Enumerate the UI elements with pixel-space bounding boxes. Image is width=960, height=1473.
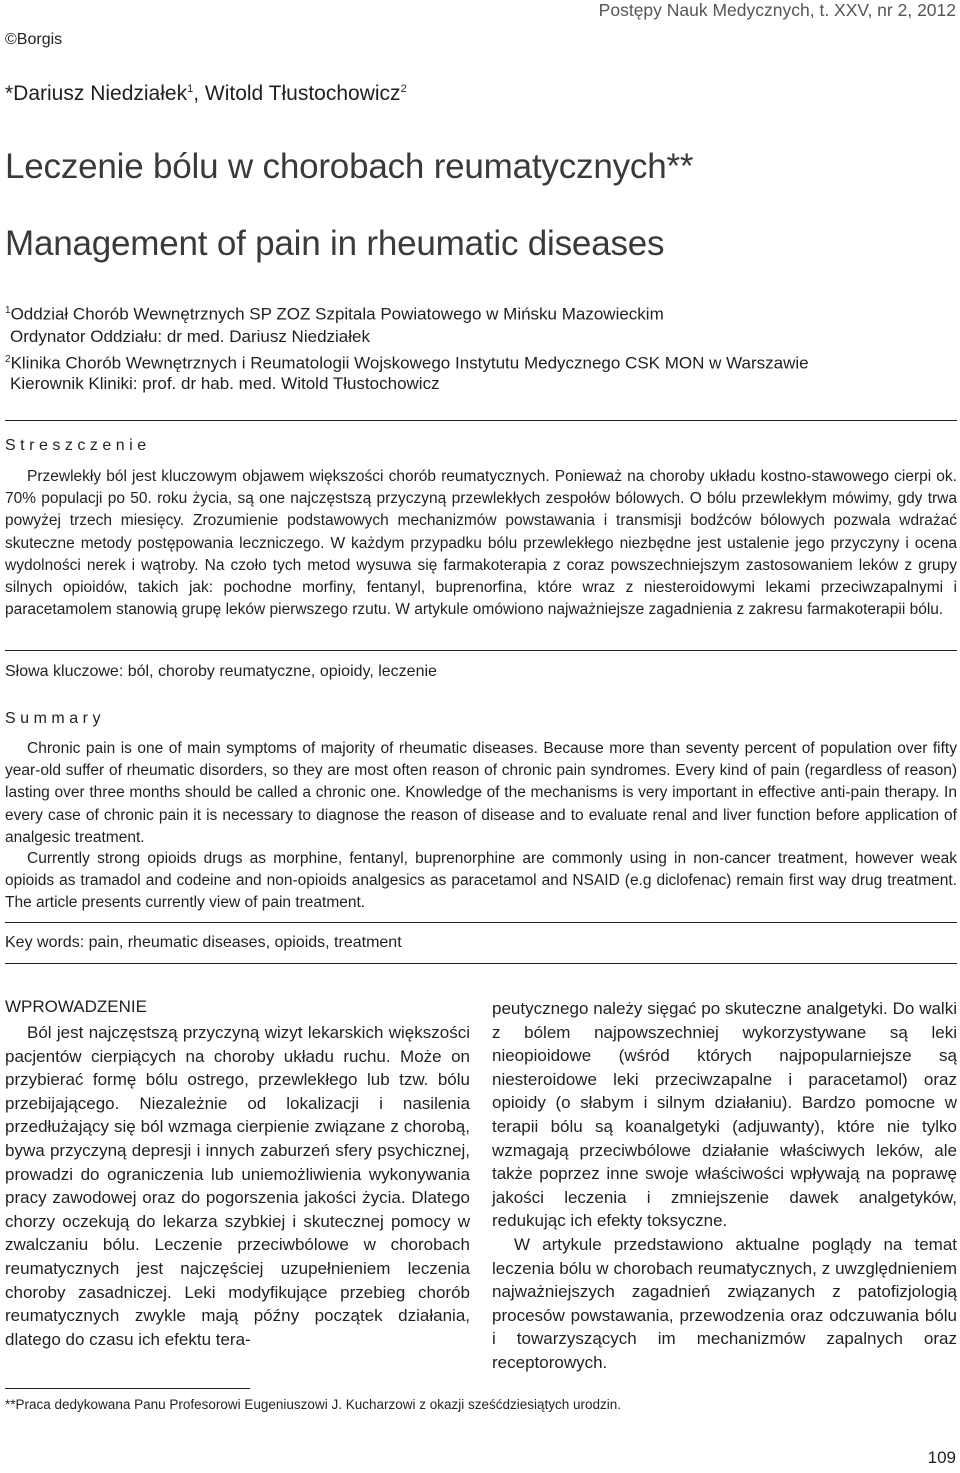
affiliation-1-text: Oddział Chorób Wewnętrznych SP ZOZ Szpitala Powiatowego w Mińsku Mazowieckim	[10, 304, 664, 324]
footnote-rule	[5, 1388, 250, 1389]
summary-paragraph-1: Chronic pain is one of main symptoms of majority of rheumatic diseases. Because more than seventy percent of population over fifty year-old suffer of rheumatic disorders, so they are most often reason of chronic pain syndromes. Every kind of pain (regardless of reason) lasting over three months should be called a chronic one. Knowledge of the mechanisms is very important in effective anti-pain therapy. In every case of chronic pain it is necessary to diagnose the reason of disease and to evaluate renal and liver function before application of analgesic treatment.	[5, 740, 957, 846]
affiliation-2-marker: 2	[5, 354, 11, 365]
author-1-affil: 1	[187, 83, 194, 95]
summary-heading: Summary	[5, 710, 105, 727]
divider	[5, 650, 957, 651]
body-column-right	[492, 997, 957, 1375]
author-line	[5, 82, 407, 106]
author-2: , Witold Tłustochowicz	[193, 82, 401, 105]
title-polish: Leczenie bólu w chorobach reumatycznych**	[5, 147, 694, 186]
body-paragraph: Ból jest najczęstszą przyczyną wizyt lekarskich większości pacjentów cierpiących na choroby układu ruchu. Może on przybierać formę bólu ostrego, przewlekłego lub tzw. bólu przebijającego. Niezależnie od lokalizacji i nasilenia przedłużający się ból wzmaga cierpienie związane z chorobą, bywa przyczyną depresji i innych zaburzeń sfery psychicznej, prowadzi do ograniczenia lub uniemożliwienia wykonywania pracy zawodowej oraz do pogorszenia jakości życia. Dlatego chorzy oczekują do lekarza szybkiej i skutecznej pomocy w zwalczaniu bólu. Leczenie przeciwbólowe w chorobach reumatycznych jest najczęściej uzupełnieniem leczenia choroby zasadniczej. Leki modyfikujące przebieg chorób reumatycznych zwykle mają późny początek działania, dlatego do czasu ich efektu tera-	[5, 1023, 470, 1349]
body-paragraph: W artykule przedstawiono aktualne poglądy na temat leczenia bólu w chorobach reumatycznych, z uwzględnieniem najważniejszych zagadnień związanych z patofizjologią procesów powstawania, przewodzenia oraz odczuwania bólu i towarzyszących im mechanizmów zapalnych oraz receptorowych.	[492, 1234, 957, 1372]
publisher-label: ©Borgis	[5, 31, 63, 48]
summary-keywords: Key words: pain, rheumatic diseases, opioids, treatment	[5, 934, 402, 951]
author-1: *Dariusz Niedziałek	[5, 82, 188, 105]
streszczenie-heading: Streszczenie	[5, 437, 151, 454]
affiliation-2	[5, 349, 809, 375]
divider	[5, 420, 957, 421]
section-heading-wprowadzenie: WPROWADZENIE	[5, 997, 147, 1016]
body-column-left	[5, 1021, 470, 1351]
streszczenie-keywords: Słowa kluczowe: ból, choroby reumatyczne, opioidy, leczenie	[5, 663, 437, 680]
page-number: 109	[927, 1448, 956, 1467]
footnote: **Praca dedykowana Panu Profesorowi Eugeniuszowi J. Kucharzowi z okazji sześćdziesiątych urodzin.	[5, 1397, 622, 1412]
journal-header: Postępy Nauk Medycznych, t. XXV, nr 2, 2012	[598, 0, 956, 20]
affiliation-2-head: Kierownik Kliniki: prof. dr hab. med. Witold Tłustochowicz	[10, 374, 440, 393]
affiliation-2-text: Klinika Chorób Wewnętrznych i Reumatologii Wojskowego Instytutu Medycznego CSK MON w Warszawie	[10, 353, 809, 373]
body-paragraph: peutycznego należy sięgać po skuteczne analgetyki. Do walki z bólem najpowszechniej wykorzystywane są leki nieopioidowe (wśród których najpopularniejsze są niesteroidowe leki przeciwzapalne i paracetamol) oraz opioidy (o słabym i silnym działaniu). Bardzo pomocne w terapii bólu są koanalgetyki (adjuwanty), które nie tylko wzmagają przeciwbólowe działanie właściwych leków, ale także poprzez inne swoje właściwości wpływają na poprawę jakości leczenia i zmniejszenie dawek analgetyków, redukując ich efekty toksyczne.	[492, 999, 957, 1231]
streszczenie-text: Przewlekły ból jest kluczowym objawem większości chorób reumatycznych. Ponieważ na choroby układu kostno-stawowego cierpi ok. 70% populacji po 50. roku życia, są one najczęstszą przyczyną przewlekłych zespołów bólowych. O bólu przewlekłym mówimy, gdy trwa powyżej trzech miesięcy. Zrozumienie podstawowych mechanizmów powstawania i transmisji bodźców bólowych pozwala wdrażać skuteczne metody postępowania leczniczego. W każdym przypadku bólu przewlekłego niezbędne jest ustalenie jego przyczyny i ocena wydolności nerek i wątroby. Na czoło tych metod wysuwa się farmakoterapia z coraz powszechniejszym zastosowaniem leków z grupy silnych opioidów, takich jak: pochodne morfiny, fentanyl, buprenorfina, które wraz z niesteroidowymi lekami przeciwzapalnymi i paracetamolem stanowią grupę leków pierwszego rzutu. W artykule omówiono najważniejsze zagadnienia z zakresu farmakoterapii bólu.	[5, 468, 957, 619]
affiliation-1	[5, 300, 664, 326]
summary-paragraph-2: Currently strong opioids drugs as morphine, fentanyl, buprenorphine are commonly using in non-cancer treatment, however weak opioids as tramadol and codeine and non-opioids analgesics as paracetamol and NSAID (e.g diclofenac) remain first way drug treatment. The article presents currently view of pain treatment.	[5, 850, 957, 912]
divider	[5, 922, 957, 923]
title-english: Management of pain in rheumatic diseases	[5, 224, 665, 263]
affiliation-1-marker: 1	[5, 305, 11, 316]
divider	[5, 963, 957, 964]
author-2-affil: 2	[400, 83, 407, 95]
affiliation-1-head: Ordynator Oddziału: dr med. Dariusz Niedziałek	[10, 327, 370, 346]
